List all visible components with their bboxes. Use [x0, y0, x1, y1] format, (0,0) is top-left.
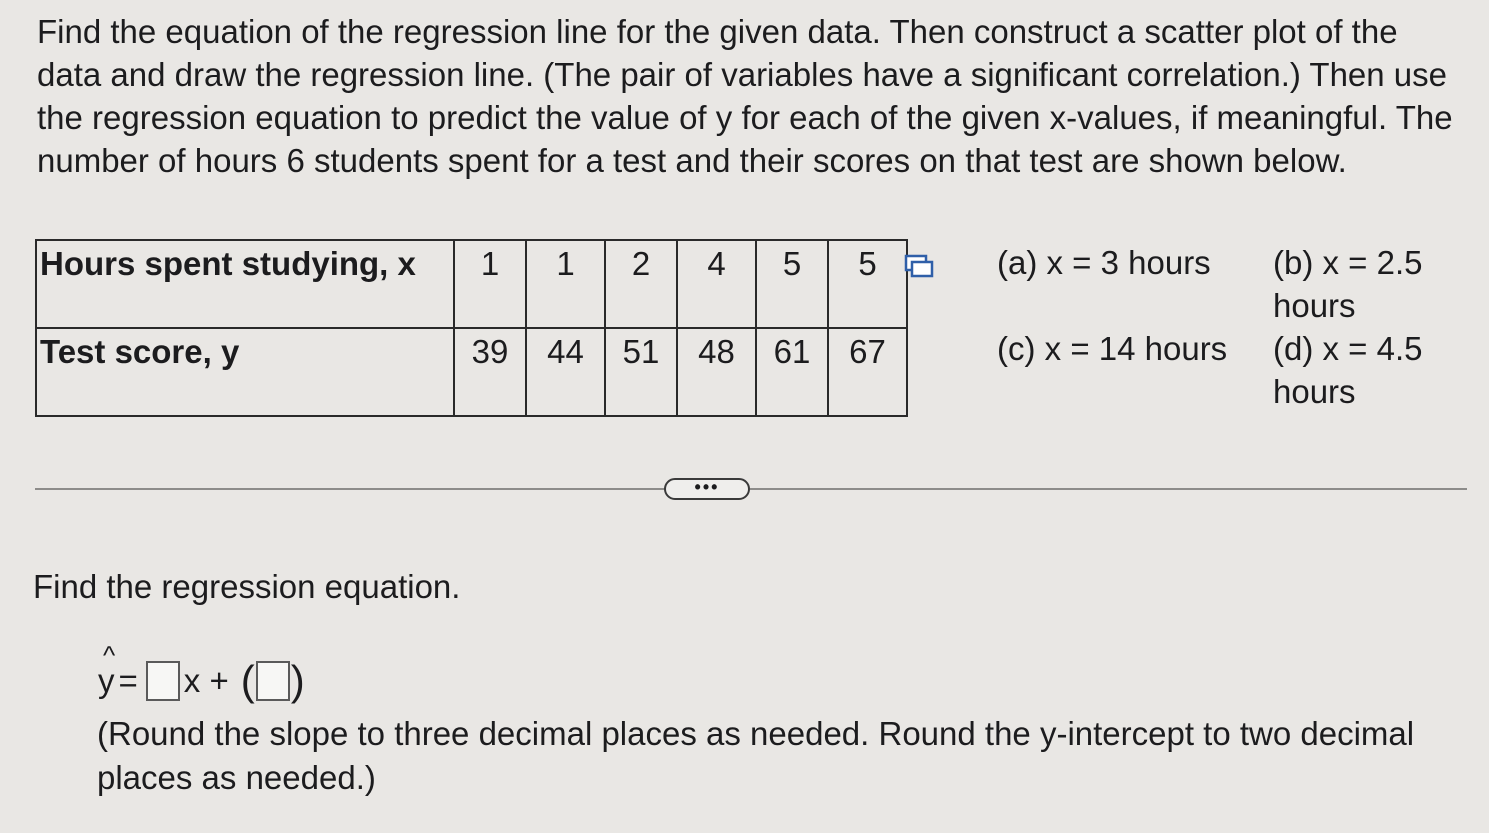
- section-divider: [750, 488, 1467, 490]
- y-value-cell: 61: [756, 328, 828, 416]
- y-symbol: y: [98, 662, 115, 699]
- hat-caret: ^: [103, 640, 116, 670]
- section-divider: [35, 488, 665, 490]
- x-value-cell: 5: [828, 240, 907, 328]
- intercept-input[interactable]: [256, 661, 290, 701]
- x-value-cell: 1: [454, 240, 526, 328]
- expand-more-button[interactable]: •••: [664, 478, 750, 500]
- question-prompt: Find the regression equation.: [33, 568, 461, 605]
- y-value-cell: 44: [526, 328, 605, 416]
- part-d-label: (d) x = 4.5 hours: [1273, 330, 1423, 410]
- x-row-header: Hours spent studying, x: [36, 240, 454, 328]
- x-value-cell: 4: [677, 240, 756, 328]
- data-table: [35, 239, 908, 417]
- copy-icon[interactable]: [904, 254, 934, 278]
- close-paren: ): [290, 657, 305, 704]
- equals-sign: =: [118, 662, 138, 699]
- slope-input[interactable]: [146, 661, 180, 701]
- table-row-y: [36, 328, 907, 416]
- part-a-label: (a) x = 3 hours: [997, 244, 1211, 281]
- x-value-cell: 5: [756, 240, 828, 328]
- table-row-x: [36, 240, 907, 328]
- x-value-cell: 2: [605, 240, 677, 328]
- part-b-label: (b) x = 2.5 hours: [1273, 244, 1423, 324]
- rounding-instructions: (Round the slope to three decimal places as needed. Round the y-intercept to two decimal places as needed.): [97, 715, 1415, 796]
- y-value-cell: 51: [605, 328, 677, 416]
- open-paren: (: [240, 657, 255, 704]
- x-plus-text: x +: [183, 662, 229, 699]
- problem-text: Find the equation of the regression line for the given data. Then construct a scatter plot of the data and draw the regression line. (The pair of variables have a significant correlation.) Then use the regression equation to predict the value of y for each of the given x-values, if meaningful. The number of hours 6 students spent for a test and their scores on that test are shown below.: [37, 13, 1453, 179]
- problem-statement: [37, 10, 1457, 182]
- y-hat-symbol: [98, 640, 116, 700]
- x-value-cell: 1: [526, 240, 605, 328]
- part-c-label: (c) x = 14 hours: [997, 330, 1228, 367]
- y-value-cell: 48: [677, 328, 756, 416]
- y-value-cell: 39: [454, 328, 526, 416]
- y-row-header: Test score, y: [36, 328, 454, 416]
- y-value-cell: 67: [828, 328, 907, 416]
- regression-equation: [98, 640, 305, 707]
